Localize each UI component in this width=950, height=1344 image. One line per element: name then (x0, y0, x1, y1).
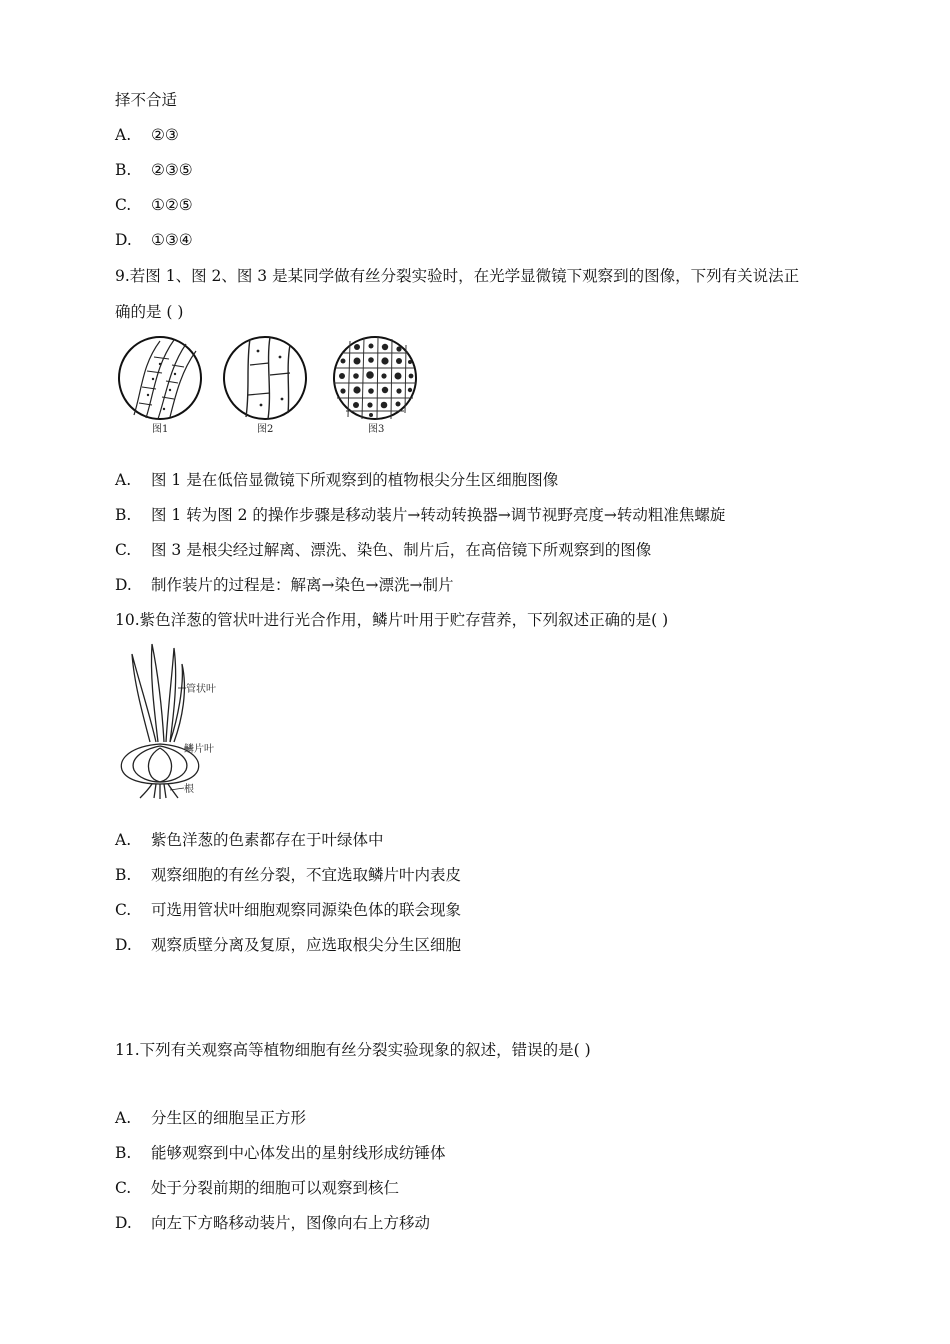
option-text: 图 1 是在低倍显微镜下所观察到的植物根尖分生区细胞图像 (151, 471, 559, 489)
option-text: 向左下方略移动装片，图像向右上方移动 (151, 1214, 431, 1232)
q8-continuation: 择不合适 (115, 91, 178, 109)
option-text: 处于分裂前期的细胞可以观察到核仁 (151, 1179, 400, 1197)
bulb-scale-inner-left (148, 748, 160, 782)
option-letter: C. (115, 541, 132, 559)
q11-option-b (115, 1143, 446, 1163)
option-letter: A. (115, 831, 132, 849)
option-text: 能够观察到中心体发出的星射线形成纺锤体 (151, 1144, 446, 1162)
option-text: ②③ (151, 126, 179, 144)
option-text: 观察质壁分离及复原，应选取根尖分生区细胞 (151, 936, 462, 954)
root-line (154, 784, 156, 798)
q11-option-a (115, 1108, 306, 1128)
figure-1-field (119, 337, 201, 419)
option-letter: A. (115, 126, 132, 144)
figure-3-field (334, 337, 416, 419)
tube-leaf-2 (151, 644, 164, 742)
q9-stem-line2: 确的是 ( ) (115, 303, 184, 321)
q9-option-a (115, 470, 558, 490)
figure-2-caption: 图2 (257, 424, 274, 435)
option-letter: B. (115, 506, 132, 524)
option-text: 观察细胞的有丝分裂，不宜选取鳞片叶内表皮 (151, 866, 462, 884)
q9-option-c (115, 540, 651, 560)
figure-3-caption: 图3 (368, 424, 385, 435)
option-letter: C. (115, 901, 132, 919)
label-scale-leaf: 鳞片叶 (184, 744, 214, 755)
q9-stem-line1: 9.若图 1、图 2、图 3 是某同学做有丝分裂实验时，在光学显微镜下观察到的图像，下列有关说法正 (115, 267, 800, 285)
option-letter: D. (115, 231, 132, 249)
q10-option-d (115, 935, 461, 955)
label-root: 根 (184, 784, 194, 795)
q11-option-d (115, 1213, 430, 1233)
option-text: 分生区的细胞呈正方形 (151, 1109, 307, 1127)
option-text: ①③④ (151, 231, 193, 249)
option-letter: B. (115, 1144, 132, 1162)
option-letter: C. (115, 196, 132, 214)
root-line (140, 784, 152, 798)
option-letter: C. (115, 1179, 132, 1197)
figure-2-field (224, 337, 306, 419)
option-text: ②③⑤ (151, 161, 193, 179)
option-text: 图 1 转为图 2 的操作步骤是移动装片→转动转换器→调节视野亮度→转动粗准焦螺旋 (151, 506, 726, 524)
q8-option-c (115, 195, 193, 215)
option-letter: D. (115, 1214, 132, 1232)
q11-stem: 11.下列有关观察高等植物细胞有丝分裂实验现象的叙述，错误的是( ) (115, 1041, 591, 1059)
label-tube-leaf: 管状叶 (186, 684, 216, 695)
figure-1-caption: 图1 (152, 424, 169, 435)
root-line (168, 784, 178, 798)
option-letter: A. (115, 471, 132, 489)
option-text: 紫色洋葱的色素都存在于叶绿体中 (151, 831, 384, 849)
q8-option-b (115, 160, 193, 180)
q8-option-a (115, 125, 179, 145)
q8-option-d (115, 230, 193, 250)
option-letter: D. (115, 576, 132, 594)
option-letter: D. (115, 936, 132, 954)
option-text: 可选用管状叶细胞观察同源染色体的联会现象 (151, 901, 462, 919)
option-text: 图 3 是根尖经过解离、漂洗、染色、制片后，在高倍镜下所观察到的图像 (151, 541, 652, 559)
tube-leaf-1 (132, 654, 156, 742)
bulb-scale-inner-right (160, 748, 172, 782)
option-text: ①②⑤ (151, 196, 193, 214)
q10-option-b (115, 865, 461, 885)
q10-option-a (115, 830, 384, 850)
q9-option-d (115, 575, 453, 595)
q10-onion-figure (112, 642, 252, 800)
q9-option-b (115, 505, 725, 525)
option-letter: B. (115, 161, 132, 179)
q10-stem: 10.紫色洋葱的管状叶进行光合作用，鳞片叶用于贮存营养，下列叙述正确的是( ) (115, 611, 669, 629)
root-line (164, 784, 166, 798)
option-letter: A. (115, 1109, 132, 1127)
option-letter: B. (115, 866, 132, 884)
q11-option-c (115, 1178, 399, 1198)
q9-microscope-figures (112, 335, 432, 440)
q10-option-c (115, 900, 461, 920)
option-text: 制作装片的过程是：解离→染色→漂洗→制片 (151, 576, 454, 594)
